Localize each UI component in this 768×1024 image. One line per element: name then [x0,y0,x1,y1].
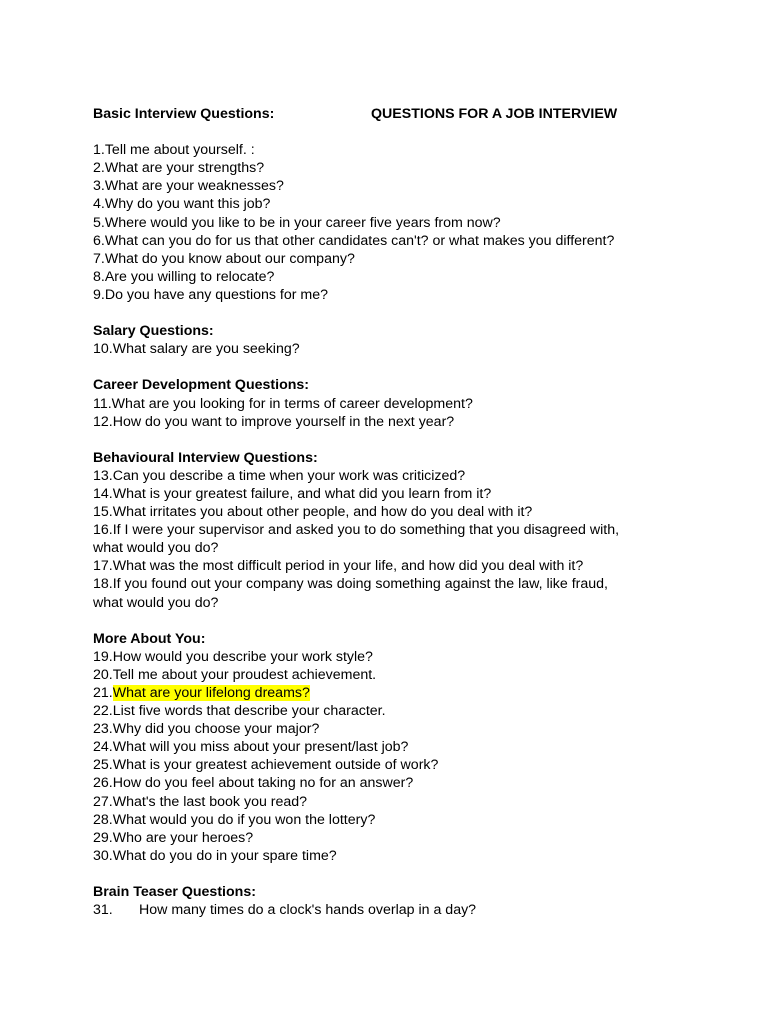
document-page [93,105,753,919]
question-line: what would you do? [93,540,219,557]
question-line: 8.Are you willing to relocate? [93,268,275,285]
highlighted-text: What are your lifelong dreams? [112,685,310,701]
question-line: 30.What do you do in your spare time? [93,847,337,864]
question-line: 2.What are your strengths? [93,160,265,177]
question-line: what would you do? [93,594,219,611]
question-line: 28.What would you do if you won the lottery? [93,811,376,828]
question-line: 15.What irritates you about other people, and how do you deal with it? [93,504,533,521]
question-line: 25.What is your greatest achievement outside of work? [93,757,439,774]
section-heading: Behavioural Interview Questions: [93,449,318,466]
question-line: 17.What was the most difficult period in your life, and how did you deal with it? [93,558,584,575]
question-line [93,901,753,919]
question-line: 12.How do you want to improve yourself in the next year? [93,413,455,430]
question-line: 21.What are your lifelong dreams? [93,685,310,701]
question-line: 6.What can you do for us that other candidates can't? or what makes you different? [93,232,615,249]
question-line: 22.List five words that describe your character. [93,703,386,720]
question-line: 16.If I were your supervisor and asked you to do something that you disagreed with, [93,522,620,539]
section-heading: Brain Teaser Questions: [93,884,256,901]
question-line: 27.What's the last book you read? [93,793,308,810]
blank-line [93,304,753,322]
header-left-title: Basic Interview Questions: [93,106,275,122]
question-line: 26.How do you feel about taking no for an answer? [93,775,414,792]
question-line: 11.What are you looking for in terms of career development? [93,395,473,412]
section-heading: Career Development Questions: [93,377,310,394]
section-heading: Salary Questions: [93,323,214,340]
question-line: 23.Why did you choose your major? [93,721,320,738]
question-line: 9.Do you have any questions for me? [93,286,329,303]
question-line: 13.Can you describe a time when your work was criticized? [93,467,466,484]
question-line: 3.What are your weaknesses? [93,178,284,195]
question-line: 29.Who are your heroes? [93,829,254,846]
question-line: 18.If you found out your company was doing something against the law, like fraud, [93,576,609,593]
header-row [93,105,753,123]
blank-line [93,865,753,883]
question-sections [93,141,753,919]
section-heading: More About You: [93,630,206,647]
question-line: 20.Tell me about your proudest achievement. [93,666,377,683]
blank-line [93,431,753,449]
blank-line [93,123,753,141]
question-number: 31. [93,902,113,919]
question-line: 7.What do you know about our company? [93,250,355,267]
question-line: 1.Tell me about yourself. : [93,142,255,159]
blank-line [93,358,753,376]
question-line: 10.What salary are you seeking? [93,341,300,358]
question-line: 4.Why do you want this job? [93,196,271,213]
question-line: 14.What is your greatest failure, and what did you learn from it? [93,485,492,502]
question-line: 19.How would you describe your work style? [93,648,373,665]
question-line: 24.What will you miss about your present/last job? [93,739,409,756]
question-line: 5.Where would you like to be in your career five years from now? [93,214,501,231]
header-right-title: QUESTIONS FOR A JOB INTERVIEW [371,106,618,122]
blank-line [93,612,753,630]
question-text: How many times do a clock's hands overlap in a day? [139,902,477,919]
